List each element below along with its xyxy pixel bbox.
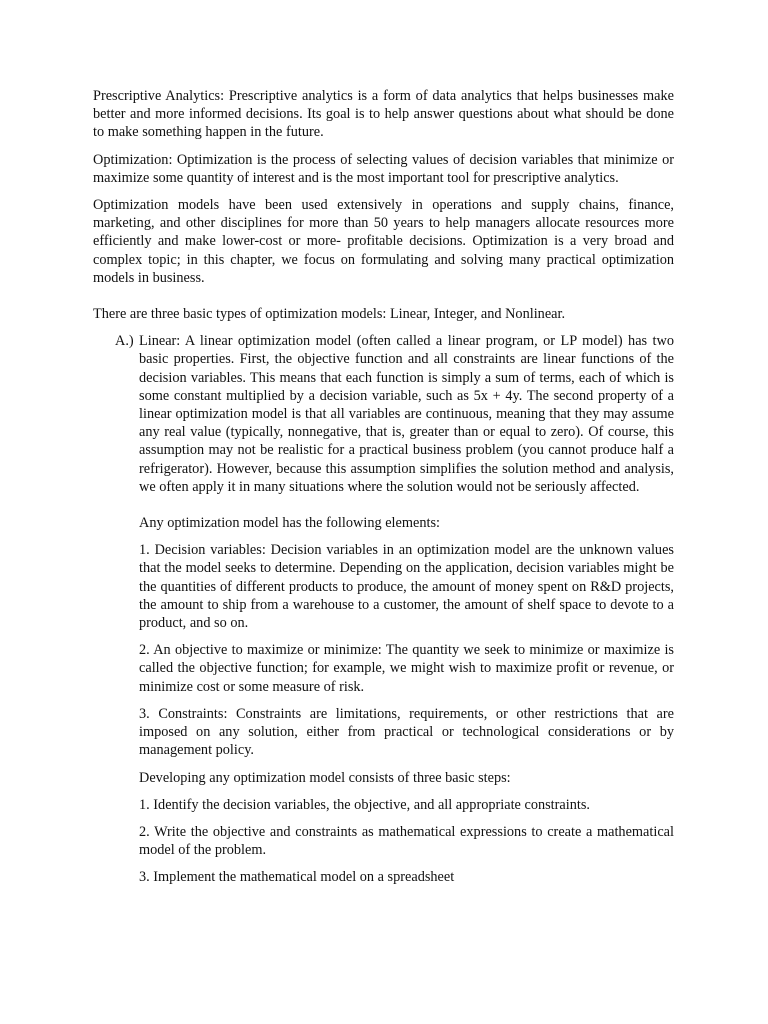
element-decision-variables: 1. Decision variables: Decision variables in an optimization model are the unknown values that the model seeks to determine. Depending on the application, decision variables might be the quantities of different products to produce, the amount of money spent on R&D projects, the amount to ship from a warehouse to a customer, the amount of shelf space to devote to a product, and so on. — [139, 542, 674, 632]
step-identify: 1. Identify the decision variables, the objective, and all appropriate constraints. — [139, 796, 590, 813]
step-write: 2. Write the objective and constraints as mathematical expressions to create a mathematical model of the problem. — [139, 823, 674, 859]
list-item-linear — [93, 332, 674, 886]
paragraph-gap — [93, 296, 674, 305]
element-objective: 2. An objective to maximize or minimize: The quantity we seek to minimize or maximize is called the objective function; for example, we might wish to maximize profit or revenue, or minimize cost or some measure of risk. — [139, 642, 674, 695]
paragraph-prescriptive-analytics: Prescriptive Analytics: Prescriptive analytics is a form of data analytics that helps businesses make better and more informed decisions. Its goal is to help answer questions about what should be done to make something happen in the future. — [93, 88, 674, 141]
paragraph-optimization: Optimization: Optimization is the process of selecting values of decision variables that minimize or maximize some quantity of interest and is the most important tool for prescriptive analytics. — [93, 151, 674, 186]
steps-intro: Developing any optimization model consists of three basic steps: — [139, 769, 511, 786]
elements-intro: Any optimization model has the following elements: — [139, 515, 440, 532]
linear-model-text: Linear: A linear optimization model (often called a linear program, or LP model) has two basic properties. First, the objective function and all constraints are linear functions of the decision variables. This means that each function is simply a sum of terms, each of which is some constant multiplied by a decision variable, such as 5x + 4y. The second property of a linear optimization model is that all variables are continuous, meaning that they may assume any real value (typically, nonnegative, that is, greater than or equal to zero). Of course, this assumption may not be realistic for a practical business problem (you cannot produce half a refrigerator). However, because this assumption simplifies the solution method and analysis, we often apply it in many situations where the solution would not be seriously affected. — [139, 333, 674, 495]
list-marker: A.) — [115, 333, 134, 350]
document-body — [93, 87, 674, 896]
step-implement: 3. Implement the mathematical model on a spreadsheet — [139, 869, 455, 886]
paragraph-optimization-models: Optimization models have been used extensively in operations and supply chains, finance, marketing, and other disciplines for more than 50 years to help managers allocate resources more efficiently and make lower-cost or more- profitable decisions. Optimization is a very broad and complex topic; in this chapter, we focus on formulating and solving many practical optimization models in business. — [93, 197, 674, 286]
section-spacer — [139, 496, 674, 514]
element-constraints: 3. Constraints: Constraints are limitations, requirements, or other restrictions that are imposed on any solution, either from practical or technological considerations or by management policy. — [139, 705, 674, 759]
paragraph-types-of-models: There are three basic types of optimization models: Linear, Integer, and Nonlinear. — [93, 306, 566, 323]
